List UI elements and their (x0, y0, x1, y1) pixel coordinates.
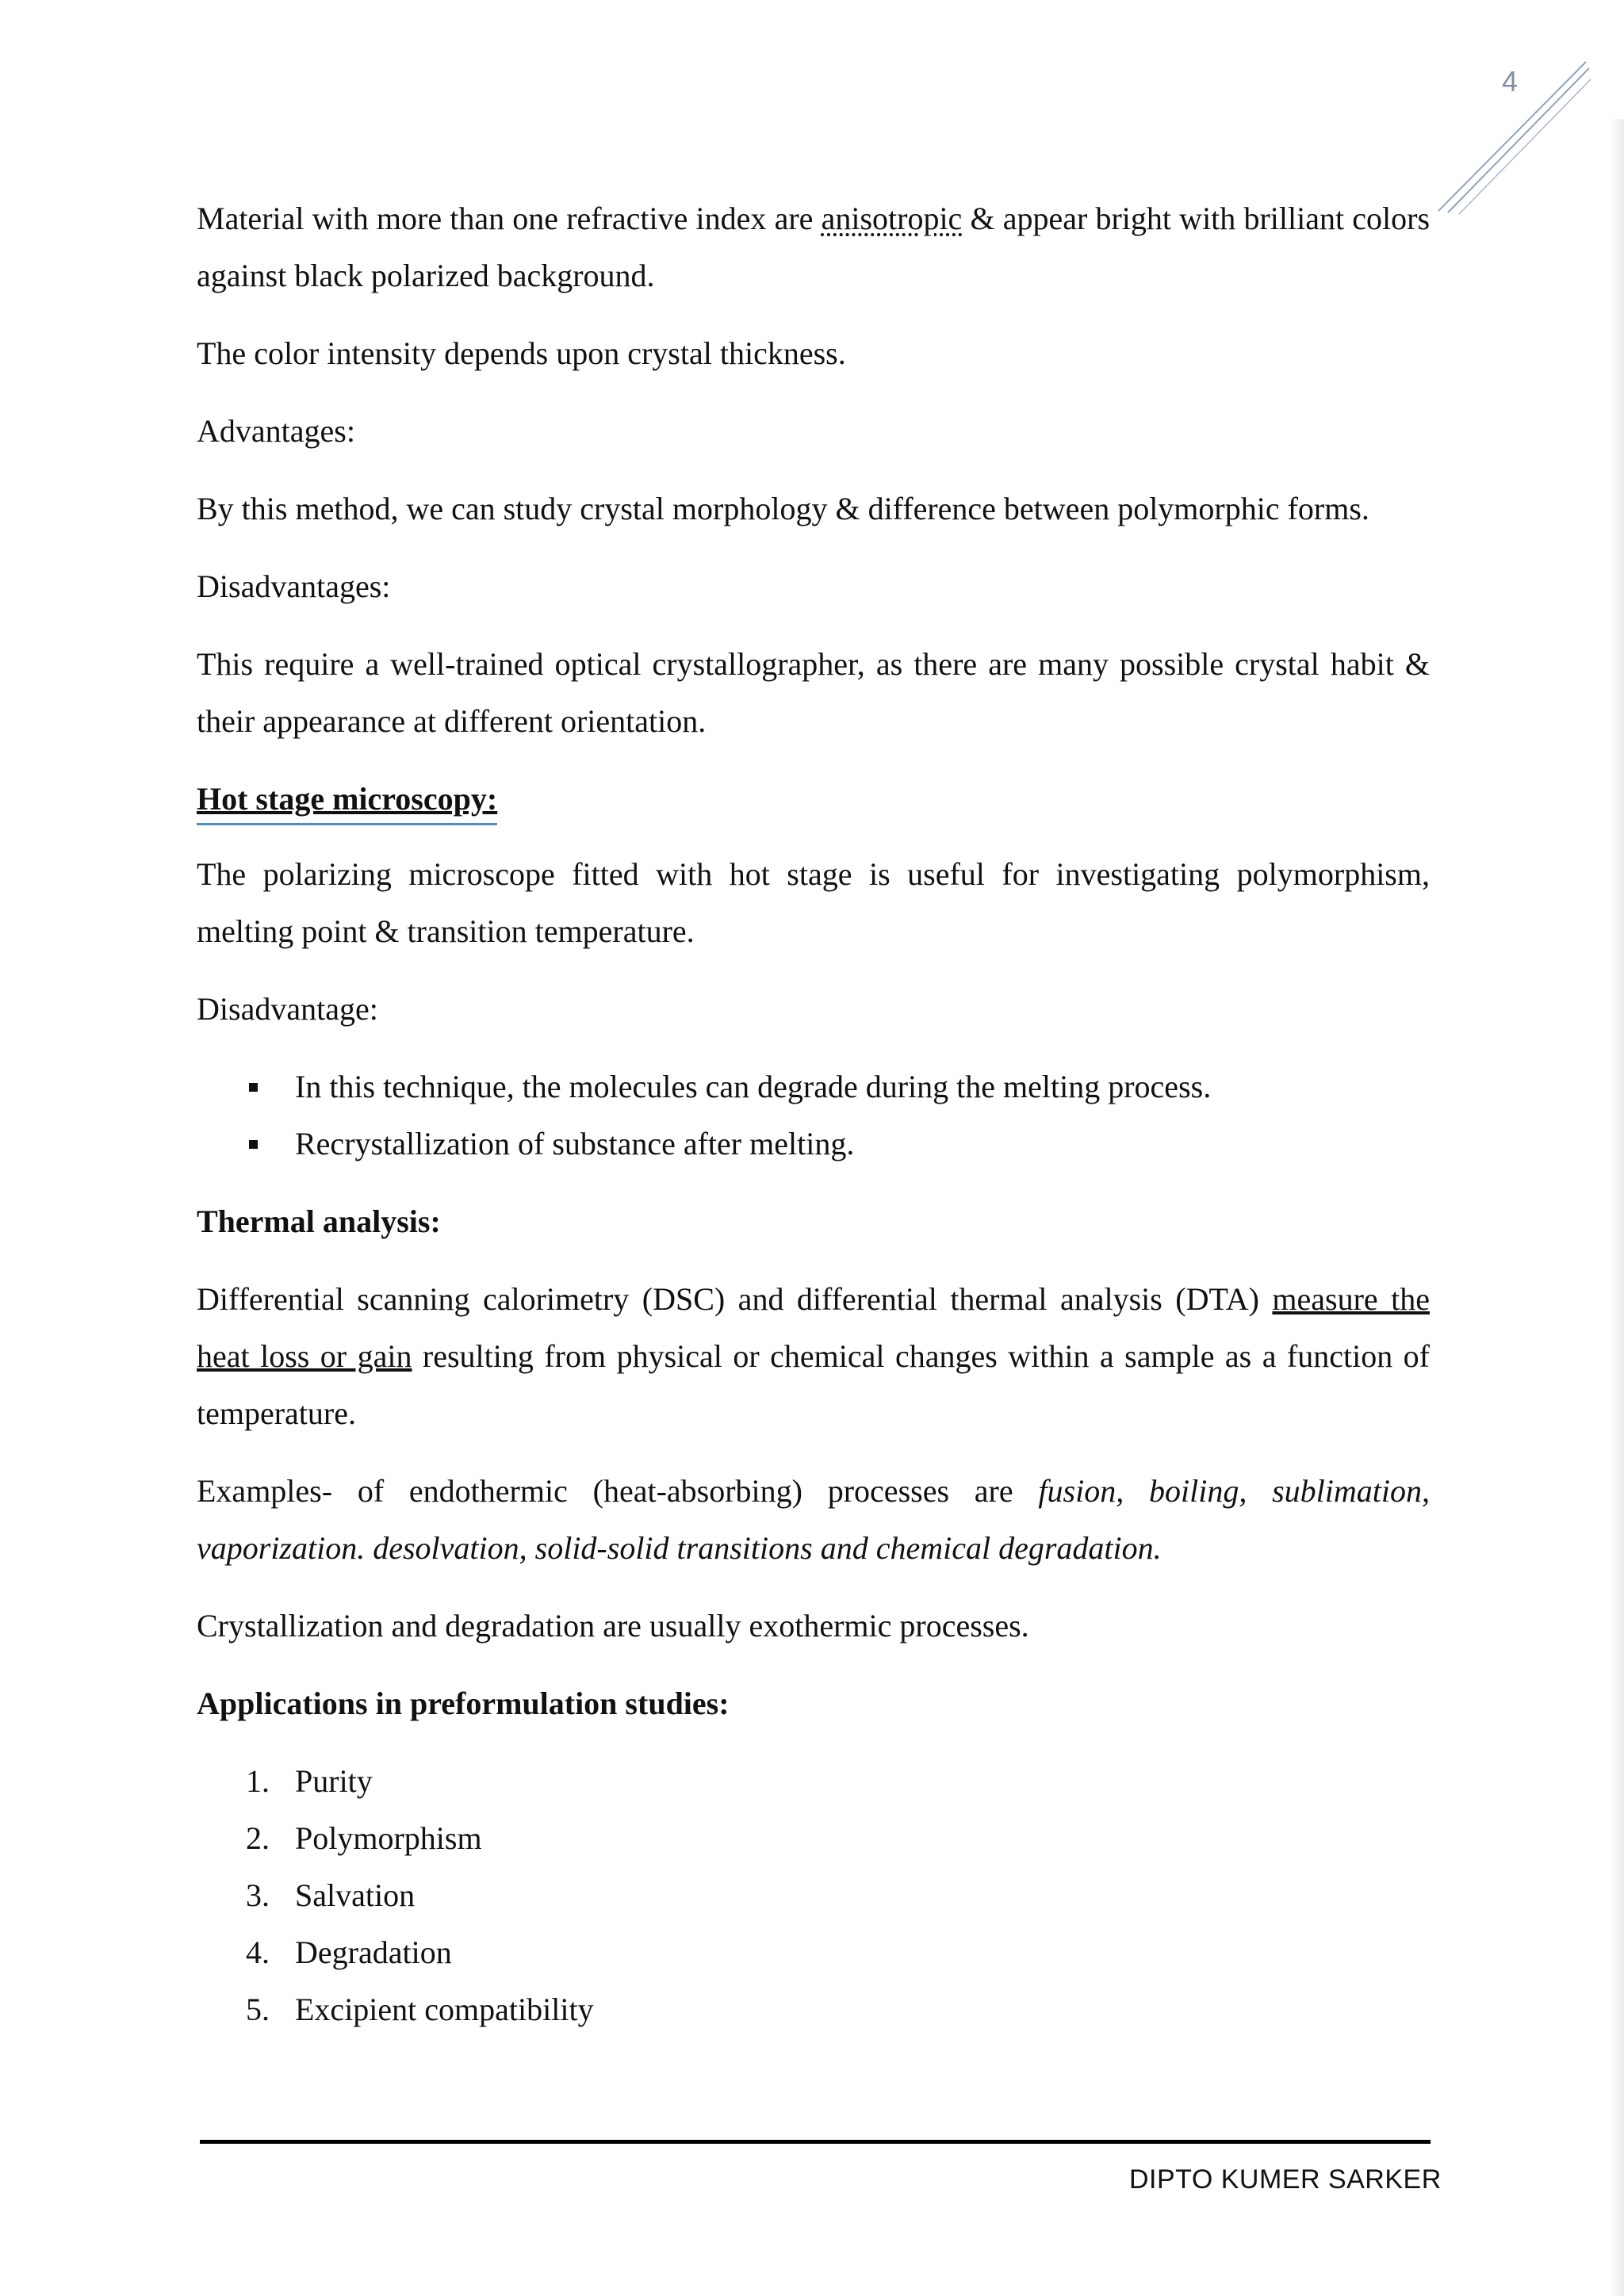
crystallization-text: Crystallization and degradation are usually exothermic processes. (197, 1608, 1029, 1644)
list-item: 5. Excipient compatibility (246, 1992, 594, 2027)
disadvantage-label: Disadvantage: (197, 991, 378, 1027)
document-body (197, 190, 1430, 2038)
corner-decoration (1427, 55, 1594, 238)
applications-list (197, 1753, 1430, 2038)
page-number: 4 (1502, 65, 1519, 98)
paragraph-anisotropic: Material with more than one refractive index are anisotropic & appear bright with brilliant colors against black polarized background. (197, 201, 1431, 293)
thermal-analysis-heading: Thermal analysis: (197, 1203, 441, 1239)
bullet-square-icon (249, 1140, 258, 1149)
examples-text: Examples- of endothermic (heat-absorbing) processes are fusion, boiling, sublimation, vaporization. desolvation, solid-solid transitions and chemical degradation. (197, 1473, 1430, 1566)
footer-divider (200, 2140, 1431, 2144)
list-item: 3. Salvation (246, 1877, 416, 1913)
list-item: Recrystallization of substance after melting. (197, 1115, 1430, 1173)
bullet-square-icon (249, 1083, 258, 1092)
list-item: 4. Degradation (246, 1934, 452, 1970)
thermal-analysis-text: Differential scanning calorimetry (DSC) and differential thermal analysis (DTA) measure the heat loss or gain resulting from physical or chemical changes within a sample as a function of temperature. (197, 1281, 1430, 1431)
advantages-label: Advantages: (197, 413, 355, 449)
applications-heading: Applications in preformulation studies: (197, 1686, 730, 1721)
disadvantages-text: This require a well-trained optical crystallographer, as there are many possible crystal habit & their appearance at different orientation. (197, 646, 1430, 739)
hot-stage-text: The polarizing microscope fitted with hot stage is useful for investigating polymorphism, melting point & transition temperature. (197, 856, 1430, 949)
list-item: 1. Purity (246, 1763, 373, 1799)
list-item: In this technique, the molecules can degrade during the melting process. (197, 1058, 1430, 1115)
list-item: 2. Polymorphism (246, 1820, 482, 1856)
page-edge-shadow (1610, 119, 1624, 2296)
disadvantages-label: Disadvantages: (197, 568, 391, 604)
advantages-text: By this method, we can study crystal morphology & difference between polymorphic forms. (197, 491, 1369, 526)
disadvantage-list (197, 1058, 1430, 1173)
paragraph-color-intensity: The color intensity depends upon crystal thickness. (197, 335, 846, 371)
footer-author: DIPTO KUMER SARKER (1129, 2164, 1442, 2195)
hot-stage-heading: Hot stage microscopy: (197, 775, 497, 825)
anisotropic-term: anisotropic (821, 201, 963, 236)
heat-loss-gain-term: measure the heat loss or gain (197, 1281, 1430, 1374)
